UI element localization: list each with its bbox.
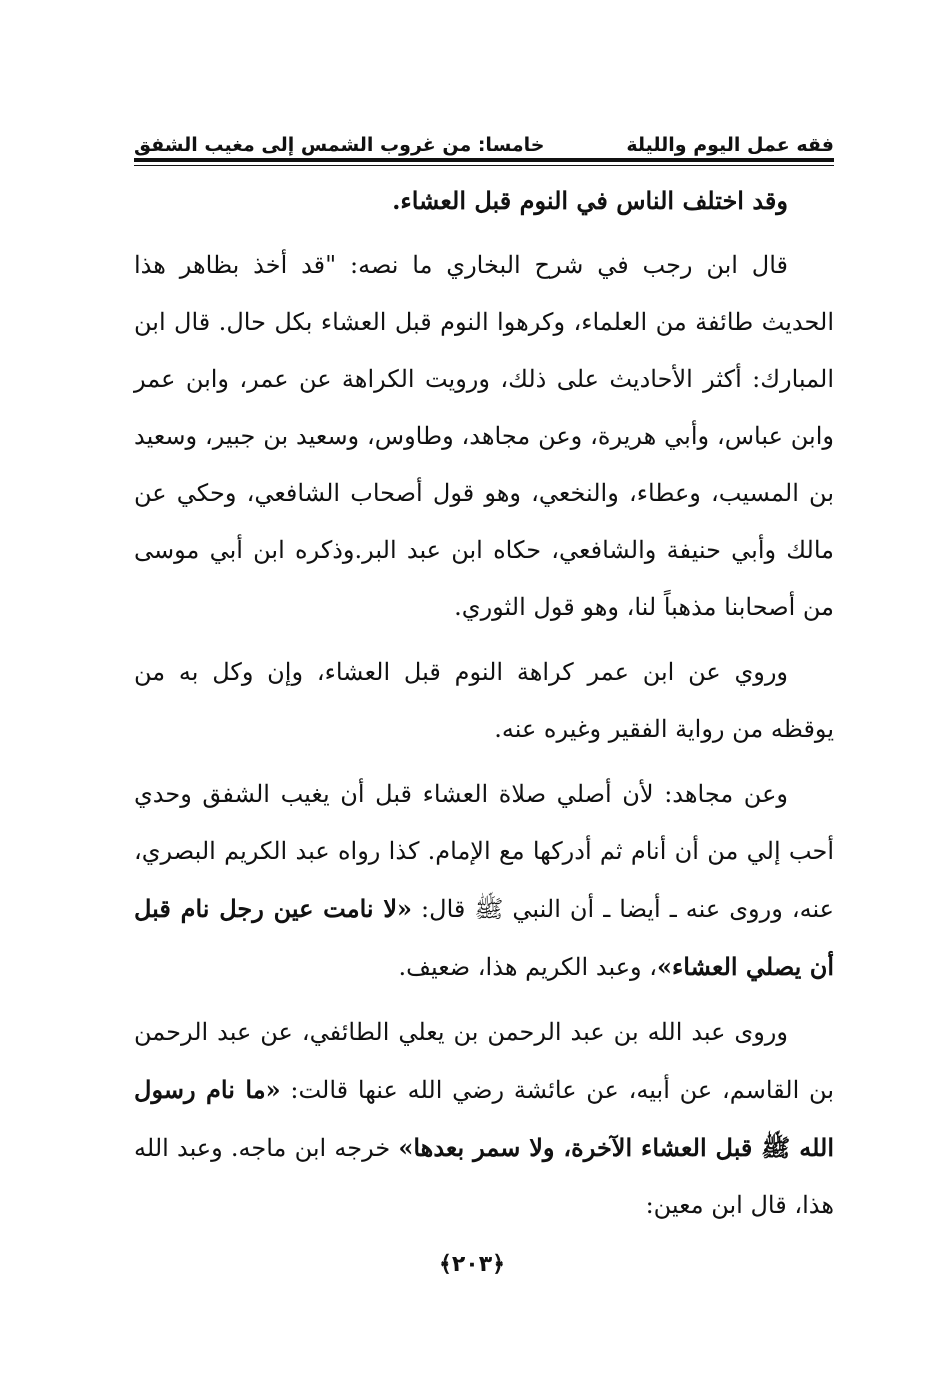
body-text <box>134 172 834 1242</box>
header-rule-thin <box>134 165 834 166</box>
paragraph-5-text-a: وروى عبد الله بن عبد الرحمن بن يعلي الطائفي، عن عبد الرحمن بن القاسم، عن أبيه، عن عائشة رضي الله عنها قالت: <box>134 1018 835 1104</box>
hadith-quote-1: «لا نامت عين رجل نام قبل أن يصلي العشاء» <box>134 894 834 981</box>
paragraph-2: قال ابن رجب في شرح البخاري ما نصه: "قد أخذ بظاهر هذا الحديث طائفة من العلماء، وكرهوا النوم قبل العشاء بكل حال. قال ابن المبارك: أكثر الأحاديث على ذلك، ورويت الكراهة عن عمر، وابن عمر وابن عباس، وأبي هريرة، وعن مجاهد، وطاوس، وسعيد بن جبير، وسعيد بن المسيب، وعطاء، والنخعي، وهو قول أصحاب الشافعي، وحكي عن مالك وأبي حنيفة والشافعي، حكاه ابن عبد البر.وذكره ابن أبي موسى من أصحابنا مذهباً لنا، وهو قول الثوري. <box>134 251 834 621</box>
paragraph-4-text-a: وعن مجاهد: لأن أصلي صلاة العشاء قبل أن يغيب الشفق وحدي أحب إلي من أن أنام ثم أدركها مع الإمام. كذا رواه عبد الكريم البصري، عنه، وروى عنه ـ أيضا ـ أن النبي ﷺ قال: <box>134 780 835 923</box>
header-rule-thick <box>134 158 834 162</box>
book-title: فقه عمل اليوم والليلة <box>626 134 834 156</box>
chapter-title: خامسا: من غروب الشمس إلى مغيب الشفق <box>134 134 545 156</box>
paragraph-5-text-b: خرجه ابن ماجه. وعبد الله هذا، قال ابن معين: <box>134 1134 834 1219</box>
hadith-quote-2: «ما نام رسول الله ﷺ قبل العشاء الآخرة، ولا سمر بعدها» <box>134 1075 835 1162</box>
running-header <box>134 122 834 156</box>
page-number: ﴿٢٠٣﴾ <box>438 1252 506 1277</box>
paragraph-1: وقد اختلف الناس في النوم قبل العشاء. <box>392 186 788 215</box>
paragraph-3: وروي عن ابن عمر كراهة النوم قبل العشاء، وإن وكل به من يوقظه من رواية الفقير وغيره عنه. <box>134 658 834 743</box>
paragraph-4 <box>134 766 834 996</box>
paragraph-4-text-b: ، وعبد الكريم هذا، ضعيف. <box>398 953 657 981</box>
paragraph-5 <box>134 1004 834 1234</box>
